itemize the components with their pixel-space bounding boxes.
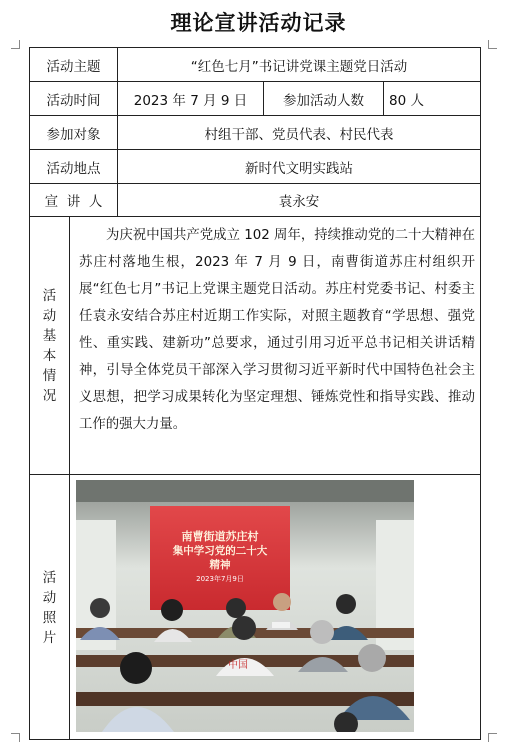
basic-situation-text: 为庆祝中国共产党成立 102 周年，持续推动党的二十大精神在苏庄村落地生根，2023 年 7 月 9 日，南曹街道苏庄村组织开展“红色七月”书记上党课主题党日活动。苏庄村党委书记、村委主任袁永安结合苏庄村近期工作实际，对照主题教育“学思想、强党性、重实践、建新功”总要求，通过引用习近平总书记相关讲话精神，引导全体党员干部深入学习贯彻习近平新时代中国特色社会主义思想，把学习成果转化为坚定理想、锤炼党性和指导实践、推动工作的强大力量。: [79, 228, 475, 432]
table-rule: [383, 81, 384, 115]
screen-line: 集中学习党的二十大: [172, 545, 268, 557]
screen-line: 精神: [209, 559, 231, 571]
label-char: 照: [42, 609, 57, 626]
participant-count-label: 参加活动人数: [283, 92, 364, 109]
audience-label: 参加对象: [46, 126, 101, 143]
activity-photo: [76, 480, 414, 732]
location-value: 新时代文明实践站: [245, 160, 353, 177]
label-char: 活: [42, 287, 57, 304]
label-char: 况: [42, 387, 57, 404]
label-char: 本: [42, 347, 57, 364]
time-value: 2023 年 7 月 9 日: [133, 92, 248, 109]
audience-value: 村组干部、党员代表、村民代表: [204, 126, 394, 143]
document-title: 理论宣讲活动记录: [170, 10, 347, 35]
time-label: 活动时间: [46, 92, 101, 109]
crop-mark-bottom-right: [488, 733, 497, 742]
table-rule: [29, 474, 481, 475]
table-rule: [29, 216, 481, 217]
speaker-label: 宣 讲 人: [44, 194, 103, 210]
participant-count-value: 80 人: [389, 92, 424, 109]
location-label: 活动地点: [46, 160, 101, 177]
label-char: 片: [42, 629, 57, 646]
photo-label: [30, 475, 69, 740]
label-char: 活: [42, 569, 57, 586]
theme-value: “红色七月”书记讲党课主题党日活动: [190, 58, 408, 75]
screen-date: 2023年7月9日: [196, 575, 244, 583]
label-char: 基: [42, 327, 57, 344]
crop-mark-bottom-left: [11, 733, 20, 742]
label-char: 动: [42, 307, 57, 324]
theme-label: 活动主题: [46, 58, 101, 75]
label-char: 动: [42, 589, 57, 606]
shirt-text: 中国: [228, 660, 248, 671]
crop-mark-top-right: [488, 40, 497, 49]
screen-line: 南曹街道苏庄村: [181, 530, 259, 543]
speaker-value: 袁永安: [278, 194, 320, 210]
label-char: 情: [42, 367, 57, 384]
table-rule: [69, 216, 70, 740]
crop-mark-top-left: [11, 40, 20, 49]
basic-situation-label: [30, 217, 69, 474]
